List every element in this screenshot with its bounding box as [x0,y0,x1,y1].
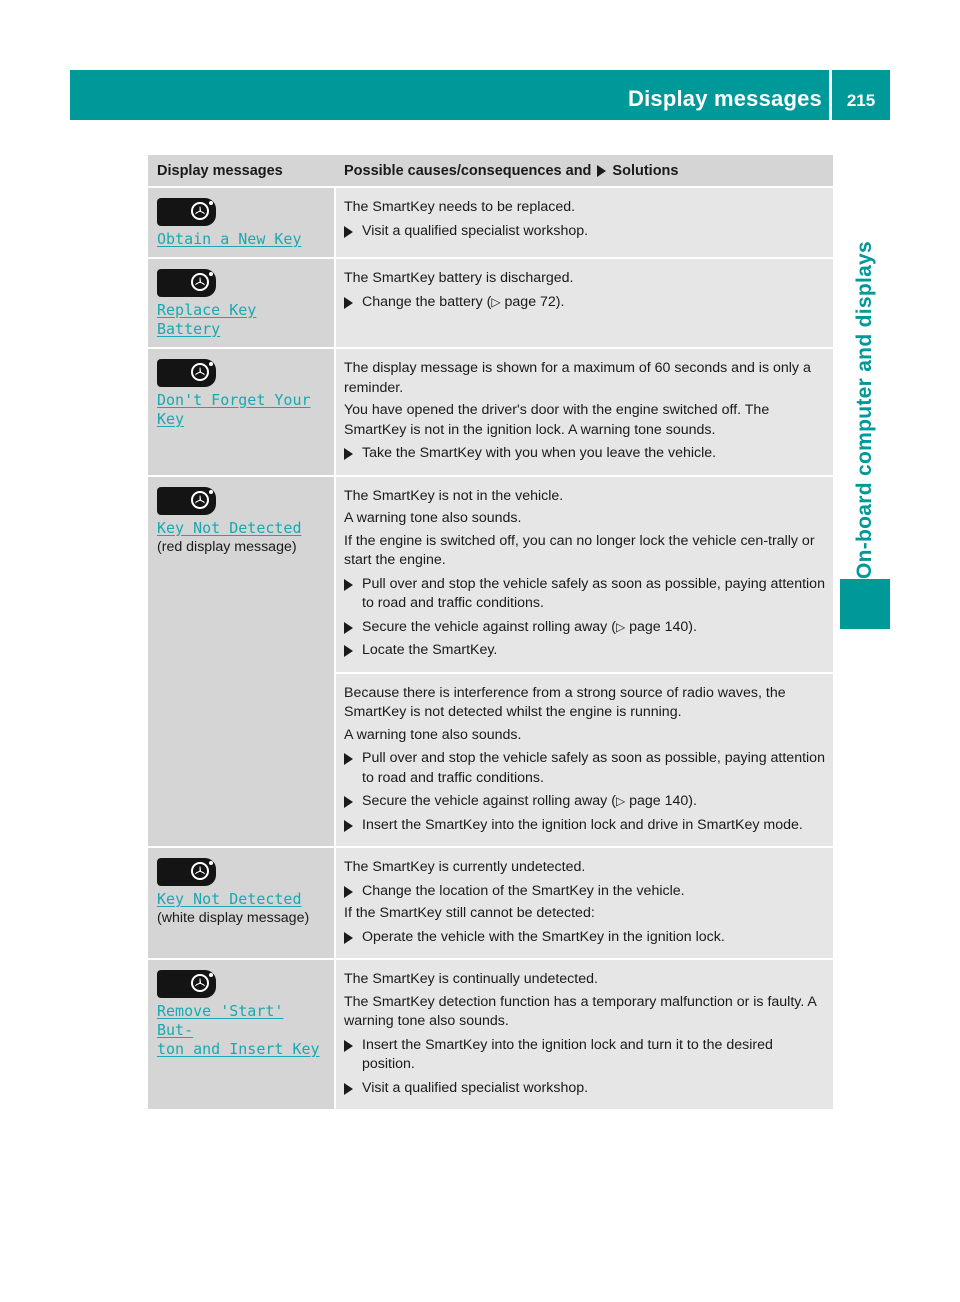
chapter-marker [840,579,890,629]
message-cell [148,960,336,1109]
display-message-note: (red display message) [157,538,297,555]
table-header [148,155,833,188]
instruction-text: Visit a qualified specialist workshop. [362,222,589,239]
table-body [148,188,833,1111]
smartkey-icon [157,487,216,515]
solutions-cell [336,259,833,347]
solutions-cell [336,477,833,847]
instruction-step [344,749,828,788]
page-reference-text: page 140). [625,618,697,635]
instruction-step [344,618,828,638]
arrow-right-icon [344,622,353,634]
table-row [148,349,833,477]
description-text: A warning tone also sounds. [344,510,522,526]
description-text: The SmartKey detection function has a temporary malfunction or is faulty. A warning tone also sounds. [344,993,817,1029]
instruction-step [344,575,828,614]
description-text: The SmartKey is not in the vehicle. [344,487,564,504]
instruction-text: Operate the vehicle with the SmartKey in the ignition lock. [362,928,725,945]
solutions-block [336,960,833,1109]
page-reference-text: page 72). [500,293,565,310]
solutions-block [336,259,833,323]
table-row [148,259,833,349]
instruction-step [344,641,828,661]
solutions-block [336,848,833,958]
instruction-step [344,444,828,464]
solutions-cell [336,960,833,1109]
instruction-step [344,816,828,836]
instruction-text [362,618,828,638]
instruction-text: Change the location of the SmartKey in the vehicle. [362,882,685,899]
description-text: The SmartKey needs to be replaced. [344,199,576,215]
arrow-right-icon [597,165,606,177]
page-reference-icon: ▷ [615,794,626,808]
smartkey-icon [157,269,216,297]
instruction-text: Take the SmartKey with you when you leave the vehicle. [362,445,717,461]
instruction-step [344,1079,828,1099]
page-reference-icon: ▷ [491,294,501,309]
instruction-step [344,1036,828,1075]
instruction-text: Locate the SmartKey. [362,642,498,658]
arrow-right-icon [344,645,353,657]
chapter-side-label: On-board computer and displays [853,240,876,580]
solutions-block [336,188,833,252]
arrow-right-icon [344,226,353,238]
smartkey-icon [157,970,216,998]
table-row [148,960,833,1111]
solutions-cell [336,848,833,958]
instruction-step [344,293,828,313]
column-header-messages: Display messages [157,162,283,179]
instruction-step [344,928,828,948]
page-reference-icon: ▷ [615,619,626,634]
smartkey-icon [157,198,216,226]
display-messages-table [148,155,833,1111]
column-header-causes [336,163,833,179]
description-text: The SmartKey battery is discharged. [344,270,574,286]
instruction-text [362,792,828,812]
instruction-text: Insert the SmartKey into the ignition lock and drive in SmartKey mode. [362,816,803,833]
description-text: If the SmartKey still cannot be detected: [344,905,595,921]
solutions-cell [336,188,833,257]
description-text: If the engine is switched off, you can no longer lock the vehicle cen-trally or start the engine. [344,532,815,568]
arrow-right-icon [344,820,353,832]
arrow-right-icon [344,753,353,765]
smartkey-icon [157,359,216,387]
solutions-block [336,477,833,672]
display-message-text: Remove 'Start' But‑ ton and Insert Key [157,1002,320,1058]
instruction-step [344,792,828,812]
description-text: The SmartKey is currently undetected. [344,859,586,875]
table-row [148,848,833,960]
message-cell [148,349,336,475]
arrow-right-icon [344,796,353,808]
display-message-text: Replace Key Battery [157,301,257,338]
arrow-right-icon [344,448,353,460]
page-header-title: Display messages [628,86,822,111]
instruction-text: Pull over and stop the vehicle safely as soon as possible, paying attention to road and traffic conditions. [362,575,825,611]
instruction-text-start: Change the battery ( [362,293,492,310]
instruction-text: Pull over and stop the vehicle safely as soon as possible, paying attention to road and traffic conditions. [362,750,825,786]
instruction-text-start: Secure the vehicle against rolling away ( [362,793,616,809]
smartkey-icon [157,858,216,886]
arrow-right-icon [344,1040,353,1052]
solutions-block [336,349,833,475]
column-header-causes-prefix: Possible causes/consequences and [344,162,592,179]
instruction-text-start: Secure the vehicle against rolling away ( [362,618,616,635]
arrow-right-icon [344,297,353,309]
arrow-right-icon [344,579,353,591]
message-cell [148,477,336,847]
display-message-text: Key Not Detected [157,890,302,908]
display-message-text: Key Not Detected [157,518,302,537]
table-row [148,188,833,259]
page-reference-text: page 140). [625,793,697,809]
display-message-text: Don't Forget Your Key [157,391,311,428]
instruction-text: Insert the SmartKey into the ignition lock and turn it to the desired position. [362,1036,773,1072]
message-cell [148,188,336,257]
display-message-text: Obtain a New Key [157,230,302,248]
arrow-right-icon [344,1083,353,1095]
solutions-block [336,672,833,847]
message-cell [148,848,336,958]
instruction-step [344,222,828,242]
page-number: 215 [846,91,876,110]
message-cell [148,259,336,347]
column-header-causes-suffix: Solutions [612,162,679,179]
solutions-cell [336,349,833,475]
description-text: Because there is interference from a strong source of radio waves, the SmartKey is not detected whilst the engine is running. [344,684,786,720]
description-text: A warning tone also sounds. [344,726,522,743]
display-message-note: (white display message) [157,910,310,926]
description-text: The SmartKey is continually undetected. [344,971,598,987]
instruction-text: Visit a qualified specialist workshop. [362,1079,589,1096]
description-text: The display message is shown for a maximum of 60 seconds and is only a reminder. [344,360,811,396]
arrow-right-icon [344,932,353,944]
arrow-right-icon [344,886,353,898]
instruction-step [344,882,828,902]
description-text: You have opened the driver's door with the engine switched off. The SmartKey is not in the ignition lock. A warning tone sounds. [344,402,770,438]
instruction-text [362,293,828,313]
table-row [148,477,833,849]
